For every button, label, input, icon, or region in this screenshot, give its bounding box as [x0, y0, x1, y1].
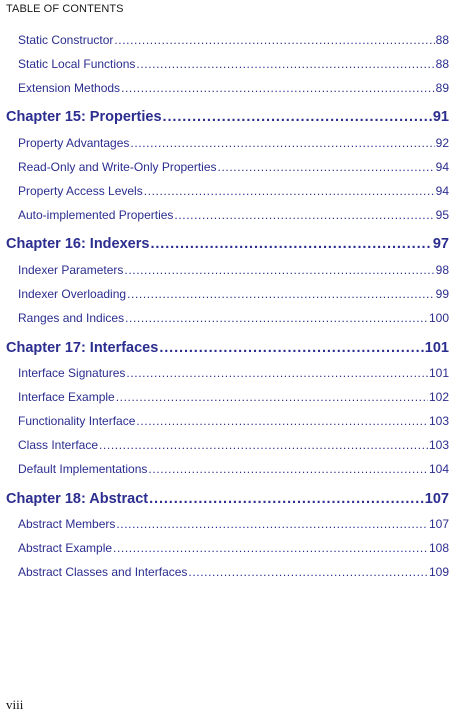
toc-entry-page: 88	[435, 33, 449, 47]
toc-entry-page: 107	[428, 517, 449, 531]
toc-entry-functionality-interface[interactable]	[18, 414, 449, 428]
dot-leader	[159, 340, 423, 356]
toc-entry-page: 104	[428, 462, 449, 476]
toc-chapter-page: 101	[424, 340, 449, 356]
toc-entry-label: Abstract Classes and Interfaces	[18, 565, 188, 579]
dot-leader	[188, 565, 428, 579]
toc-entry-static-constructor[interactable]	[18, 33, 449, 47]
toc-entry-label: Property Advantages	[18, 136, 130, 150]
toc-entry-page: 102	[428, 390, 449, 404]
toc-entry-label: Property Access Levels	[18, 184, 143, 198]
toc-entry-read-only-write-only[interactable]	[18, 160, 449, 174]
dot-leader	[126, 366, 428, 380]
toc-entry-label: Read-Only and Write-Only Properties	[18, 160, 217, 174]
toc-entry-indexer-parameters[interactable]	[18, 263, 449, 277]
dot-leader	[144, 184, 435, 198]
dot-leader	[136, 57, 434, 71]
dot-leader	[116, 517, 428, 531]
toc-entry-indexer-overloading[interactable]	[18, 287, 449, 301]
toc-entry-label: Abstract Example	[18, 541, 113, 555]
dot-leader	[116, 390, 428, 404]
dot-leader	[218, 160, 435, 174]
toc-entry-page: 95	[435, 208, 449, 222]
toc-entry-label: Extension Methods	[18, 81, 121, 95]
toc-entry-static-local-functions[interactable]	[18, 57, 449, 71]
toc-chapter-17[interactable]	[6, 340, 449, 356]
toc-entry-page: 88	[435, 57, 449, 71]
toc-chapter-label: Chapter 18: Abstract	[6, 491, 149, 507]
toc-entry-page: 109	[428, 565, 449, 579]
toc-entry-page: 98	[435, 263, 449, 277]
toc-entry-abstract-example[interactable]	[18, 541, 449, 555]
toc-chapter-16[interactable]	[6, 236, 449, 252]
toc-entry-page: 89	[435, 81, 449, 95]
dot-leader	[125, 311, 428, 325]
dot-leader	[127, 287, 435, 301]
toc-entry-property-access-levels[interactable]	[18, 184, 449, 198]
toc-chapter-label: Chapter 15: Properties	[6, 109, 162, 125]
toc-chapter-15[interactable]	[6, 109, 449, 125]
toc-entry-label: Static Local Functions	[18, 57, 136, 71]
dot-leader	[124, 263, 434, 277]
toc-entry-label: Indexer Overloading	[18, 287, 127, 301]
toc-entry-page: 99	[435, 287, 449, 301]
toc-entry-auto-implemented-properties[interactable]	[18, 208, 449, 222]
dot-leader	[163, 109, 432, 125]
page-number: viii	[6, 697, 24, 712]
toc-entry-label: Interface Example	[18, 390, 115, 404]
dot-leader	[130, 136, 434, 150]
toc-chapter-page: 91	[432, 109, 449, 125]
toc-entry-label: Default Implementations	[18, 462, 148, 476]
toc-chapter-18[interactable]	[6, 491, 449, 507]
toc-chapter-page: 107	[424, 491, 449, 507]
toc-entry-label: Auto-implemented Properties	[18, 208, 174, 222]
toc-entry-label: Class Interface	[18, 438, 99, 452]
toc-entry-page: 103	[428, 438, 449, 452]
toc-entry-label: Ranges and Indices	[18, 311, 125, 325]
dot-leader	[136, 414, 428, 428]
toc-entry-label: Static Constructor	[18, 33, 114, 47]
dot-leader	[121, 81, 435, 95]
dot-leader	[149, 491, 424, 507]
toc-chapter-label: Chapter 16: Indexers	[6, 236, 150, 252]
toc-entry-label: Interface Signatures	[18, 366, 126, 380]
toc-entry-page: 101	[428, 366, 449, 380]
toc-entry-interface-signatures[interactable]	[18, 366, 449, 380]
dot-leader	[174, 208, 434, 222]
toc-entry-ranges-and-indices[interactable]	[18, 311, 449, 325]
toc-entry-page: 100	[428, 311, 449, 325]
toc-entry-page: 103	[428, 414, 449, 428]
toc-entry-property-advantages[interactable]	[18, 136, 449, 150]
dot-leader	[113, 541, 428, 555]
toc-entry-class-interface[interactable]	[18, 438, 449, 452]
toc-entry-default-implementations[interactable]	[18, 462, 449, 476]
dot-leader	[99, 438, 428, 452]
dot-leader	[150, 236, 431, 252]
toc-entry-extension-methods[interactable]	[18, 81, 449, 95]
dot-leader	[114, 33, 434, 47]
toc-entry-label: Indexer Parameters	[18, 263, 124, 277]
toc-chapter-page: 97	[432, 236, 449, 252]
toc-entry-abstract-classes-and-interfaces[interactable]	[18, 565, 449, 579]
toc-entry-page: 94	[435, 184, 449, 198]
running-head: TABLE OF CONTENTS	[6, 3, 124, 15]
toc-chapter-label: Chapter 17: Interfaces	[6, 340, 159, 356]
toc-entry-interface-example[interactable]	[18, 390, 449, 404]
dot-leader	[148, 462, 428, 476]
toc-entry-abstract-members[interactable]	[18, 517, 449, 531]
toc-entry-page: 94	[435, 160, 449, 174]
toc-entry-label: Functionality Interface	[18, 414, 136, 428]
toc-entry-label: Abstract Members	[18, 517, 116, 531]
toc-entry-page: 108	[428, 541, 449, 555]
toc-entry-page: 92	[435, 136, 449, 150]
